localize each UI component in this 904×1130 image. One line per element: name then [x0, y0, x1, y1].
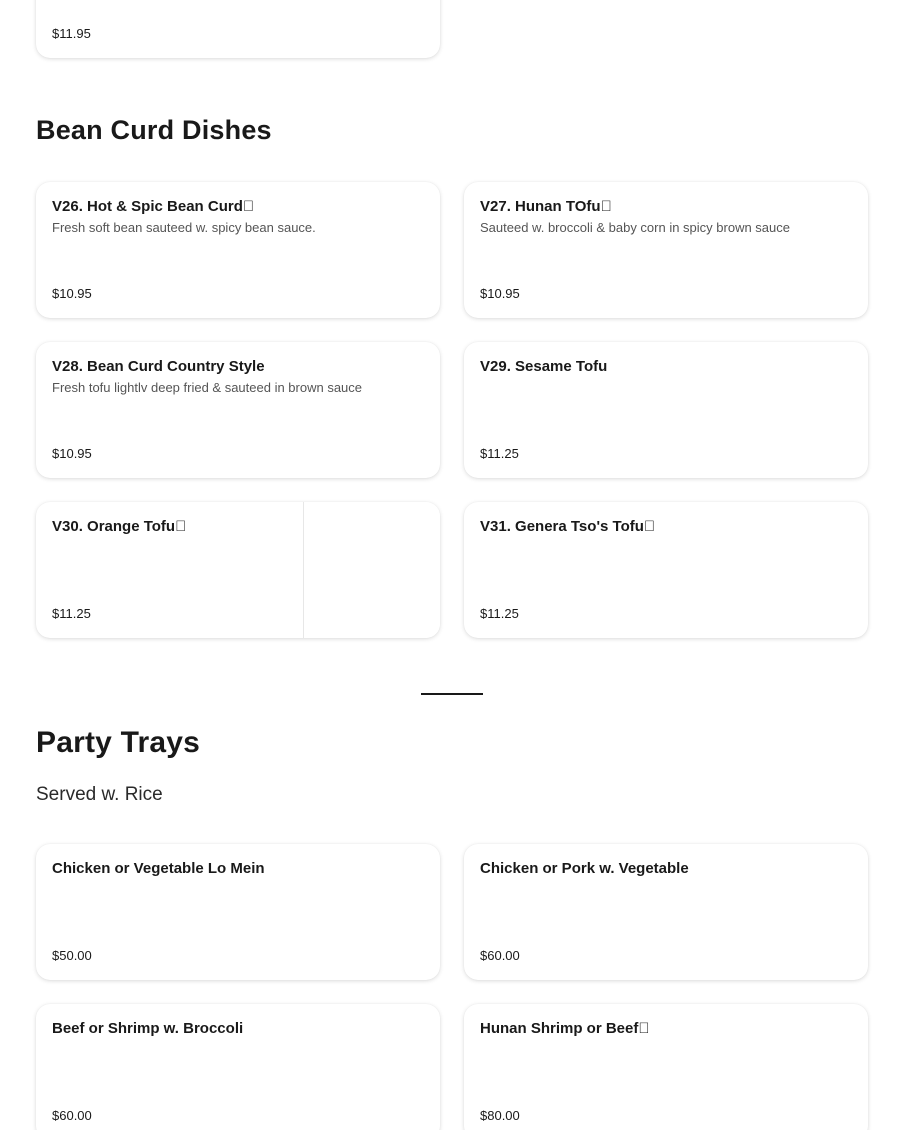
- item-price: $60.00: [52, 1108, 92, 1123]
- item-price: $11.25: [480, 446, 519, 461]
- item-price: $50.00: [52, 948, 92, 963]
- item-price: $60.00: [480, 948, 520, 963]
- item-description: Fresh tofu lightlv deep fried & sauteed in brown sauce: [52, 380, 363, 395]
- section-subtitle: Served w. Rice: [36, 784, 163, 805]
- item-name: V28. Bean Curd Country Style: [52, 358, 265, 375]
- item-name: V31. Genera Tso's Tofu: [480, 518, 656, 535]
- menu-item-card[interactable]: [36, 844, 440, 980]
- item-price: $11.25: [480, 606, 519, 621]
- item-price: $11.25: [52, 606, 91, 621]
- menu-item-card[interactable]: [36, 502, 440, 638]
- item-name: V27. Hunan TOfu: [480, 198, 612, 215]
- section-title-bean-curd: Bean Curd Dishes: [36, 115, 272, 145]
- menu-item-card[interactable]: [464, 844, 868, 980]
- item-name: V29. Sesame Tofu: [480, 358, 608, 375]
- menu-item-card[interactable]: [36, 1004, 440, 1130]
- section-divider: [421, 693, 483, 695]
- menu-item-card[interactable]: [36, 342, 440, 478]
- menu-item-card[interactable]: [36, 182, 440, 318]
- menu-item-card[interactable]: [464, 1004, 868, 1130]
- item-description: Fresh soft bean sauteed w. spicy bean sauce.: [52, 220, 316, 235]
- section-title-party-trays: Party Trays: [36, 726, 200, 759]
- menu-item-card[interactable]: [464, 182, 868, 318]
- menu-item-card[interactable]: [464, 342, 868, 478]
- item-name: Chicken or Pork w. Vegetable: [480, 860, 689, 877]
- item-price: $11.95: [52, 26, 91, 41]
- item-price: $10.95: [480, 286, 520, 301]
- item-description: Sauteed w. broccoli & baby corn in spicy brown sauce: [480, 220, 791, 235]
- item-name: V26. Hot & Spic Bean Curd: [52, 198, 255, 215]
- menu-item-card[interactable]: [36, 0, 440, 58]
- item-price: $10.95: [52, 446, 92, 461]
- item-name: Chicken or Vegetable Lo Mein: [52, 860, 265, 877]
- item-name: Beef or Shrimp w. Broccoli: [52, 1020, 244, 1037]
- item-name: V30. Orange Tofu: [52, 518, 187, 535]
- item-name: Hunan Shrimp or Beef: [480, 1020, 650, 1037]
- menu-item-card[interactable]: [464, 502, 868, 638]
- item-price: $80.00: [480, 1108, 520, 1123]
- item-price: $10.95: [52, 286, 92, 301]
- item-image: [303, 502, 440, 638]
